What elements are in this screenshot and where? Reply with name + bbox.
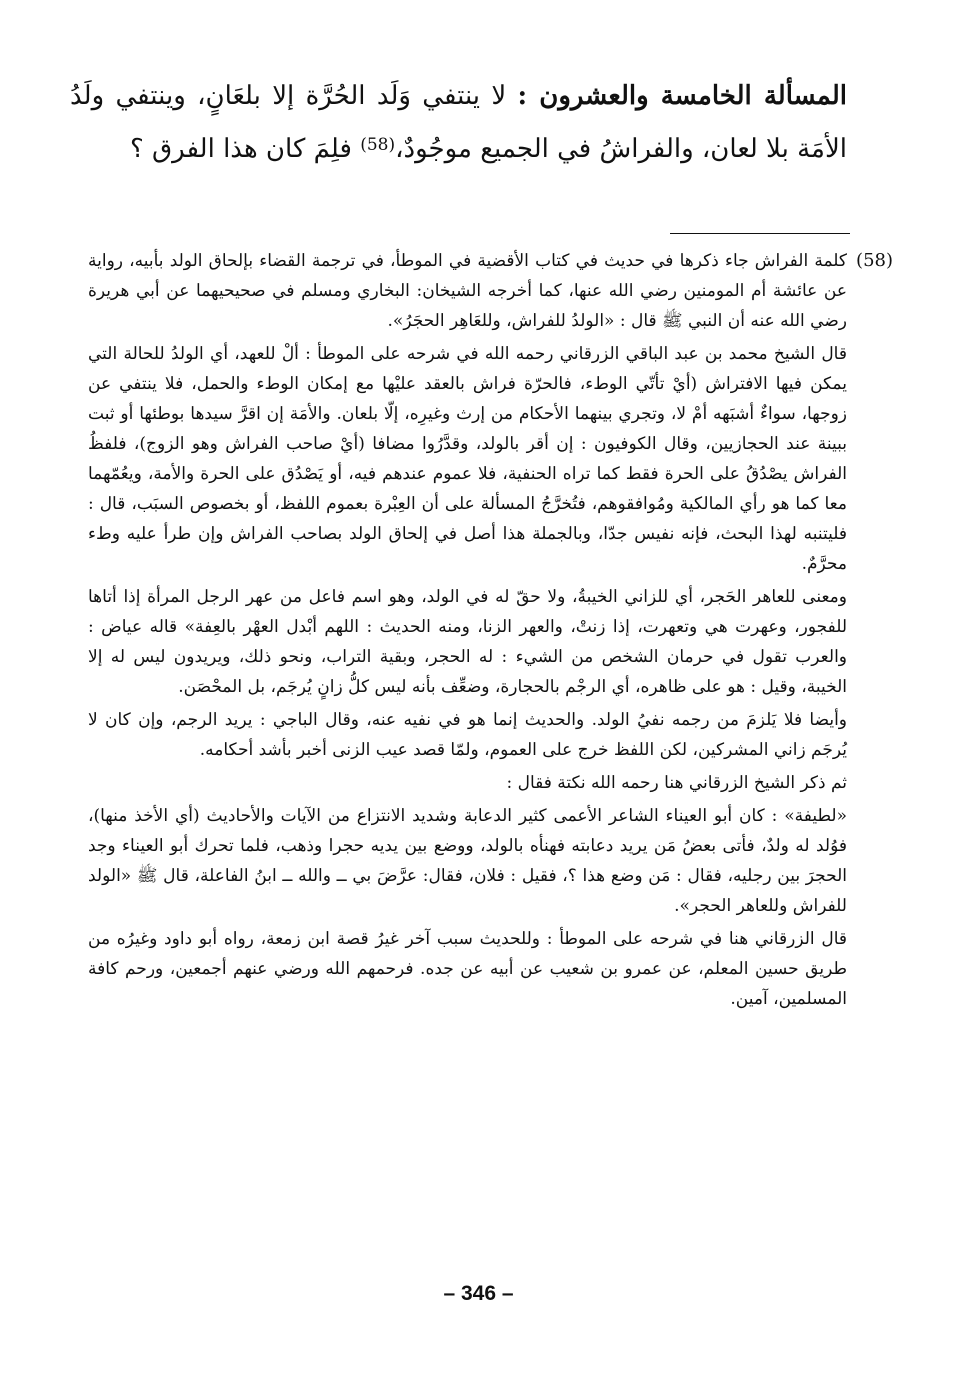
page-number: – 346 – xyxy=(443,1282,514,1305)
question-title: المسألة الخامسة والعشرون : xyxy=(517,81,847,111)
question-text: لا ينتفي وَلَد الحُرَّة إلا بلعَانٍ، وينتفي ولَدُ الأمَة بلا لعان، والفراشُ في الجميع موجُودٌ، xyxy=(70,81,847,164)
footnote-reference: (58) xyxy=(360,135,396,155)
footnote-paragraph-7: قال الزرقاني هنا في شرحه على الموطأ : وللحديث سبب آخر غيرُ قصة ابن زمعة، رواه أبو داود وغيرُه من طريق حسين المعلم، عن عمرو بن شعيب عن أبيه عن جده. فرحمهم الله ورضي عنهم أجمعين، ورحم كافة المسلمين، آمين. xyxy=(88,929,847,1009)
footnote-paragraph-2: قال الشيخ محمد بن عبد الباقي الزرقاني رحمه الله في شرحه على الموطأ : ألْ للعهد، أي الولدُ للحالة التي يمكن فيها الافتراش (أيْ تأتّي الوطء، فالحرّة فراش بالعقد عليْها مع إمكان الوطء والحمل، فلا ينتفي عن زوجها، سواءٌ أشبَهه أمْ لا، وتجري بينهما الأحكام من إرث وغيرِه، إلّا بلعان. والأمَة إن اقرَّ سيدها بوطئها أو ثبت ببينة عند الحجازيين، وقال الكوفيون : إن أقر بالولد، وقدَّرُوا مضافا (أيْ صاحب الفراش وهو الزوج)، فلفظُ الفراش يصْدُقُ على الحرة فقط كما تراه الحنفية، فلا عموم عندهم فيه، أو يَصْدُق على الحرة والأمة، ويعُمّهما معا كما هو رأي المالكية ومُوافقوهم، فتُخرَّجُ المسألة على أن العِبْرة بعموم اللفظ، أو بخصوص السبَب، قال : فليتنبه لهذا البحث، فإنه نفيس جدّا، وبالجملة هذا أصل في إلحاق الولد بصاحب الفراش وإن طرأ عليه وطء محرَّمٌ. xyxy=(88,344,847,574)
question-text-end: فلِمَ كان هذا الفرق ؟ xyxy=(129,134,361,164)
footnote-separator xyxy=(670,233,850,234)
footnote-block xyxy=(88,246,893,1017)
footnote-number: (58) xyxy=(856,250,893,271)
question-heading xyxy=(70,72,847,174)
footnote-paragraph-6: «لطيفة» : كان أبو العيناء الشاعر الأعمى كثير الدعابة وشديد الانتزاع من الآيات والأحاديث (أي الأخذ منها)، فوُلد له ولدٌ، فأتى بعضُ مَن يريد دعابته فهنأه بالولد، ووضع بين يديه حجرا وذهب، فلما تحرك أبو العيناء وجد الحجرَ بين رجليه، فقال : مَن وضع هذا ؟، فقيل : فلان، فقال: عرَّضَ بي ــ والله ــ ابنُ الفاعلة، قال ﷺ «الولد للفراش وللعاهر الحجر». xyxy=(88,806,847,916)
footnote-paragraph-1: كلمة الفراش جاء ذكرها في حديث في كتاب الأقضية في الموطأ، في ترجمة القضاء بإلحاق الولد بأبيه، رواية عن عائشة أم المومنين رضي الله عنها، كما أخرجه الشيخان: البخاري ومسلم في صحيحيهما عن أبي هريرة رضي الله عنه أن النبي ﷺ قال : «الولدُ للفراش، وللعَاهِر الحجَرُ». xyxy=(88,251,847,331)
footnote-paragraph-3: ومعنى للعاهر الحَجر، أي للزاني الخيبةُ، ولا حقّ له في الولد، وهو اسم فاعل من عهر الرجل المرأة إذا أتاها للفجور، وعهرت هي وتعهرت، إذا زنتْ، والعهر الزنا، ومنه الحديث : اللهم أبْدل العهْر بالعِفة» قاله عياض : والعرب تقول في حرمان الشخص من الشيء : له الحجر، وبقية التراب، ونحو ذلك، ويريدون ليس له إلا الخيبة، وقيل : هو على ظاهره، أي الرجْم بالحجارة، وضعِّف بأنه ليس كلُّ زانٍ يُرجَم، بل المحْصَن. xyxy=(88,587,847,697)
footnote-paragraph-5: ثم ذكر الشيخ الزرقاني هنا رحمه الله نكتة فقال : xyxy=(506,773,847,793)
footnote-paragraph-4: وأيضا فلا يَلزمَ من رجمه نفيُ الولد. والحديث إنما هو في نفيه عنه، وقال الباجي : يريد الرجم، وإن كان لا يُرجَم زاني المشركين، لكن اللفظ خرج على العموم، ولمّا قصد عيب الزنى أخبر بأشد أحكامه. xyxy=(88,710,847,760)
